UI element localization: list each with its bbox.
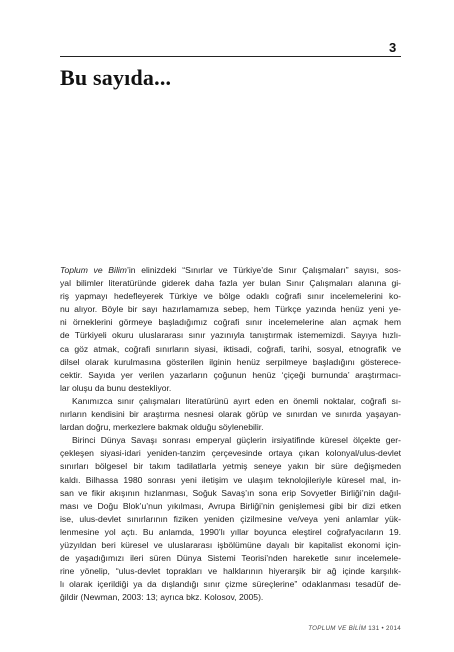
- body-line: yal bilimler literatüründe giderek daha fazla yer bulan Sınır Çalışmaları alanına gi-: [60, 278, 401, 289]
- body-line: sınırları bölgesel bir takım tadilatlarla yetmiş seneye yakın bir süre değişmeden: [60, 461, 401, 472]
- body-line: ğildir (Newman, 2003: 13; ayrıca bkz. Kolosov, 2005).: [60, 592, 264, 603]
- body-line: nırların kendisini bir araştırma nesnesi olarak görüp ve sınırdan ve sınırda yaşayan-: [60, 409, 401, 420]
- body-line: dilsel olarak kurulmasına gösterilen ilginin henüz serpilmeye başladığını gösterece-: [60, 356, 401, 367]
- body-line: kaldı. Bilhassa 1980 sonrası yeni iletişim ve ulaşım teknolojileriyle küresel mal, in-: [60, 474, 401, 485]
- body-line: Kanımızca sınır çalışmaları literatürünü ayırt eden en önemli noktalar, coğrafi sı-: [72, 395, 401, 406]
- body-line-text: ’in elinizdeki “Sınırlar ve Türkiye’de Sınır Çalışmaları” sayısı, sos-: [126, 265, 401, 275]
- body-line: rine yönelip, “ulus-devlet toprakları ve halklarının hiyerarşik bir ağ içinde karşılık-: [60, 566, 401, 577]
- article-body: [60, 264, 401, 604]
- header-rule: [60, 56, 401, 57]
- body-line: san ve fikir akışının hızlanması, Soğuk Savaş’ın sona erip Sovyetler Birliği’nin dağıl-: [60, 487, 401, 498]
- issue-number: 131: [368, 625, 380, 632]
- page-title: Bu sayıda...: [60, 65, 172, 90]
- body-line: de yaşadığımızı ileri süren Dünya Sistemi Teorisi’nden hareketle sınır incelemele-: [60, 553, 401, 564]
- body-line: ise, ulus-devlet sınırlarının fiziken yeniden çizilmesine ve/veya yeni anlamlar yük-: [60, 513, 401, 524]
- footer-separator: •: [381, 625, 384, 632]
- issue-year: 2014: [386, 625, 401, 632]
- body-line: nu alıyor. Böyle bir sayı hazırlamamıza sebep, hem Türkçe yazında henüz yeni ye-: [60, 304, 401, 315]
- page-footer: [254, 625, 401, 632]
- body-line: riş yapmayı hedefleyerek Türkiye ve bölge odaklı coğrafi sınır incelemelerini ko-: [60, 291, 401, 302]
- body-line: yüzyıldan beri küresel ve uluslararası işbölümüne dayalı bir kapitalist ekonomi için-: [60, 539, 401, 550]
- body-line: de Türkiyeli okuru uluslararası sınır yazınıyla tanıştırmak istememizdi. Sayıya hızlı-: [60, 330, 401, 341]
- body-line: ni örneklerini görmeye başladığımız coğrafi sınır incelemelerine alan açmak hem: [60, 317, 401, 328]
- body-line: çekleşen siyasi-idari yeniden-tanzim çerçevesinde ortaya çıkan kolonyal/ulus-devlet: [60, 448, 401, 459]
- body-line: Birinci Dünya Savaşı sonrası emperyal güçlerin irsiyatifinde küresel ölçekte ger-: [72, 435, 401, 446]
- body-line: lı olarak içerildiği ya da dışlandığı sınır çizme süreçlerine” odaklanması tesadüf de-: [60, 579, 401, 590]
- body-line: lar oluşu da bunu destekliyor.: [60, 382, 172, 393]
- body-line: lardan doğru, merkezlere bakmak olduğu söylenebilir.: [60, 422, 264, 433]
- journal-name: TOPLUM VE BİLİM: [308, 625, 367, 632]
- body-line: [60, 264, 401, 277]
- body-line: lenmesine yol açtı. Bu anlamda, 1990’lı yıllar boyunca eleştirel coğrafyacıların 19.: [60, 526, 401, 537]
- body-line: cektir. Sayıda yer verilen yazarların çoğunun henüz ‘çiçeği burnunda’ araştırmacı-: [60, 369, 401, 380]
- journal-title-inline: Toplum ve Bilim: [60, 265, 127, 275]
- body-line: ca göz atmak, coğrafi sınırların siyasi, iktisadi, coğrafi, tarihi, sosyal, etnografik ve: [60, 343, 401, 354]
- page-number: 3: [389, 40, 397, 55]
- body-line: ması ve Doğu Blok’u’nun yıkılması, Avrupa Birliği’nin genişlemesi gibi bir dizi etken: [60, 500, 401, 511]
